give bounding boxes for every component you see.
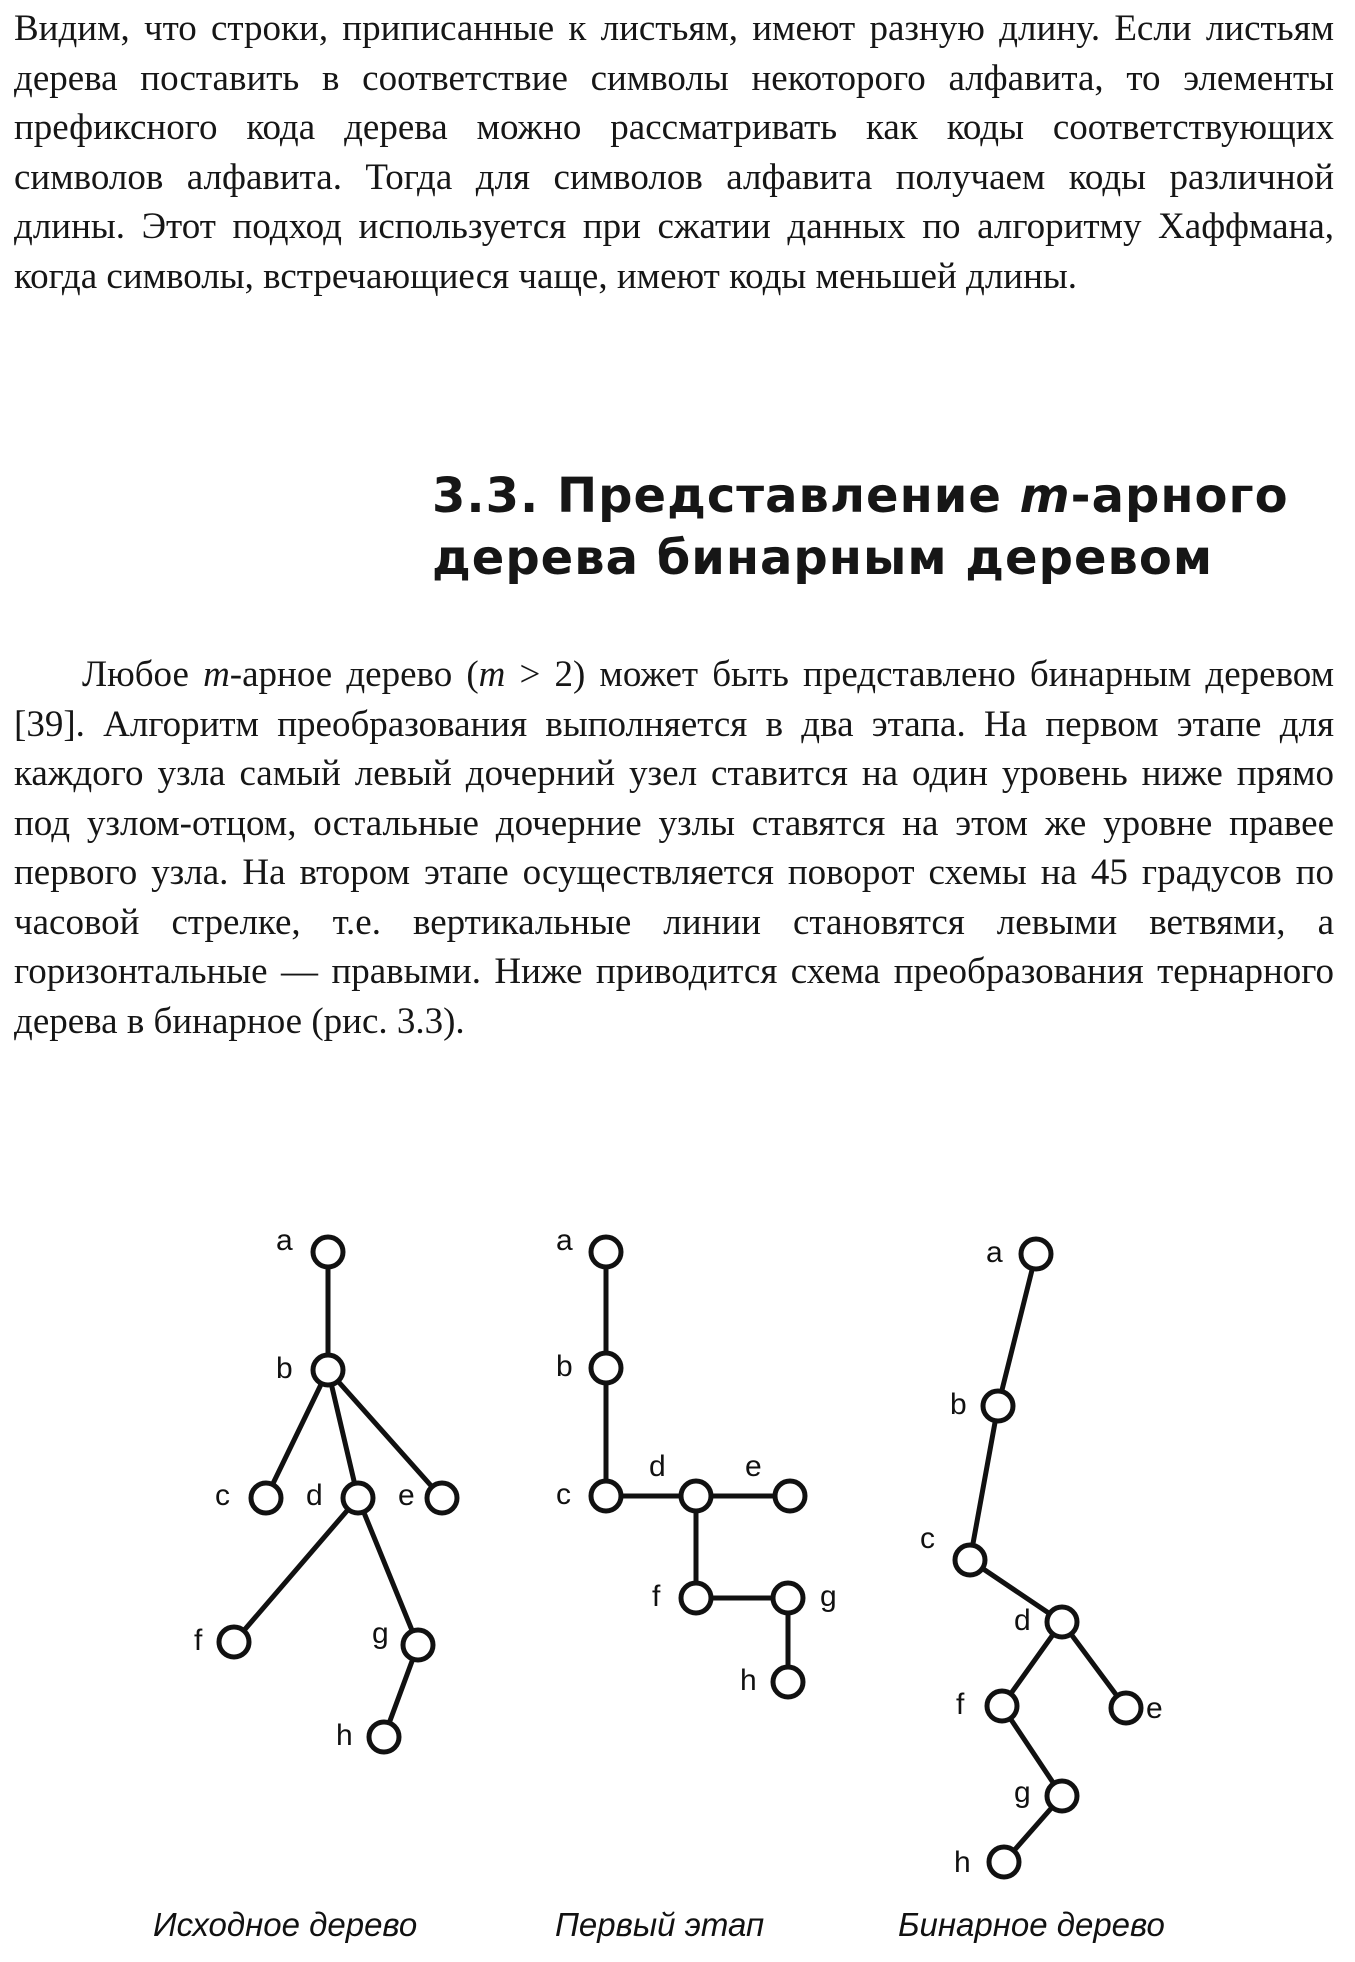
label-a: a [986,1236,1003,1269]
node-a [313,1237,343,1267]
node-a [591,1237,621,1267]
node-h [773,1667,803,1697]
node-h [989,1847,1019,1877]
node-h [369,1722,399,1752]
tree-first-stage [555,1224,837,1943]
label-h: h [954,1846,971,1879]
intro-paragraph: Видим, что строки, приписанные к листьям, имеют разную длину. Если листьям дерева поставить в соответствие символы некоторого алфавита, то элементы префиксного кода дерева можно рассматривать как коды соответствующих символов алфавита. Тогда для символов алфавита получаем коды различной длины. Этот подход используется при сжатии данных по алгоритму Хаффмана, когда символы, встречающиеся чаще, имеют коды меньшей длины. [14,8,1334,297]
label-f: f [194,1624,203,1657]
label-d: d [306,1479,323,1512]
node-c [251,1483,281,1513]
label-h: h [740,1664,757,1697]
label-f: f [956,1688,965,1721]
label-b: b [950,1388,967,1421]
label-g: g [372,1617,389,1650]
body-paragraph: Любое m-арное дерево (m > 2) может быть представлено бинарным деревом [39]. Алгоритм преобразования выполняется в два этапа. На первом этапе для каждого узла самый левый дочерний узел ставится на один уровень ниже прямо под узлом-отцом, остальные дочерние узлы ставятся на этом же уровне правее первого узла. На втором этапе осуществляется поворот схемы на 45 градусов по часовой стрелке, т.е. вертикальные линии становятся левыми ветвями, а горизонтальные — правыми. Ниже приводится схема преобразования тернарного дерева в бинарное (рис. 3.3). [14,654,1334,1042]
node-g [403,1630,433,1660]
label-g: g [1014,1776,1031,1809]
label-e: e [1146,1692,1163,1725]
label-c: c [556,1478,571,1511]
node-e [427,1483,457,1513]
label-g: g [820,1580,837,1613]
heading-line-2: дерева бинарным деревом [432,530,1214,586]
node-e [775,1481,805,1511]
label-d: d [649,1450,666,1483]
node-f [987,1691,1017,1721]
label-b: b [556,1350,573,1383]
figure-3-3 [0,1180,1355,1962]
node-f [219,1627,249,1657]
node-a [1021,1239,1051,1269]
caption-original: Исходное дерево [153,1906,418,1943]
heading-m: m [1019,468,1071,524]
label-d: d [1014,1604,1031,1637]
node-d [681,1481,711,1511]
label-b: b [276,1352,293,1385]
edge-a-b [998,1254,1036,1406]
node-d [343,1483,373,1513]
caption-first-stage: Первый этап [555,1906,765,1943]
node-b [983,1391,1013,1421]
label-a: a [556,1224,573,1257]
node-g [1047,1781,1077,1811]
label-e: e [745,1450,762,1483]
node-c [955,1545,985,1575]
label-f: f [652,1580,661,1613]
node-e [1111,1693,1141,1723]
section-heading [432,465,1332,589]
node-f [681,1583,711,1613]
label-c: c [920,1522,935,1555]
node-c [591,1481,621,1511]
edge-b-c [970,1406,998,1560]
label-e: e [398,1479,415,1512]
caption-binary: Бинарное дерево [898,1906,1165,1943]
node-b [591,1353,621,1383]
label-h: h [336,1719,353,1752]
label-a: a [276,1224,293,1257]
heading-line-1: 3.3. Представление m-арного [432,468,1289,524]
node-g [773,1583,803,1613]
edge-d-f [234,1498,358,1642]
label-c: c [215,1479,230,1512]
tree-original [153,1224,457,1943]
node-d [1047,1607,1077,1637]
section-number: 3.3. [432,468,540,524]
node-b [313,1355,343,1385]
tree-binary [898,1236,1165,1943]
